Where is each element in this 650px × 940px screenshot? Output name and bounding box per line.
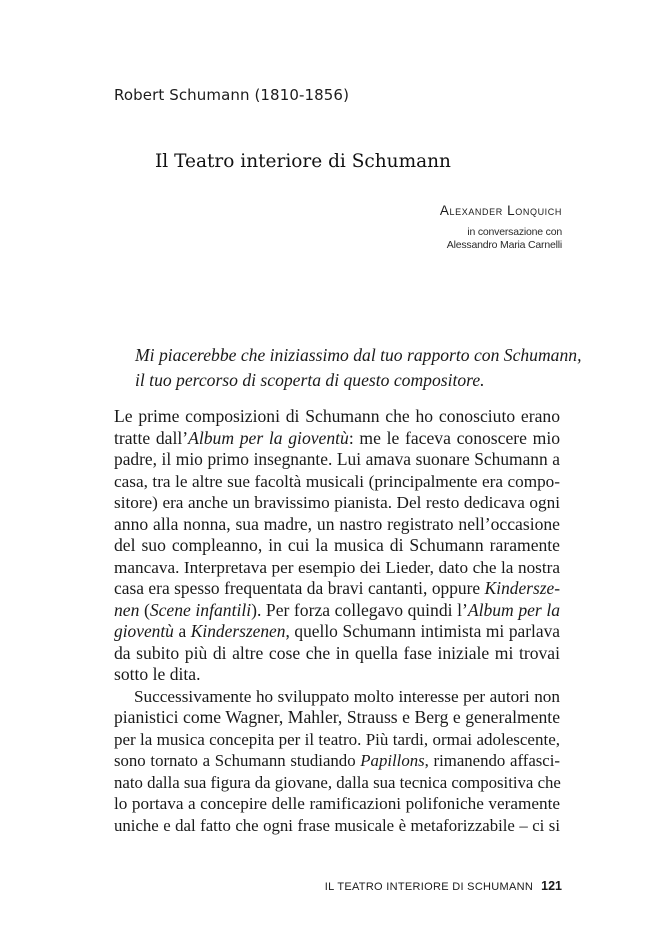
page-number: 121 (541, 879, 562, 893)
work-title: Papillons (360, 751, 425, 770)
text-line: da subito più di altre cose che in quella fase iniziale mi trovai (114, 642, 560, 663)
text-line: uniche e dal fatto che ogni frase musicale è metaforizzabile – ci si (114, 815, 560, 835)
text-line: Le prime composizioni di Schumann che ho conosciuto erano (114, 406, 560, 426)
text-run: sono tornato a Schumann studiando (114, 751, 361, 770)
work-title: Album per la (467, 599, 561, 620)
author-name: Alexander Lonquich (439, 203, 562, 218)
text-line: per la musica concepita per il teatro. Più tardi, ormai adolescente, (114, 729, 560, 749)
running-head: Robert Schumann (1810-1856) (114, 86, 350, 104)
text-line (114, 750, 560, 772)
text-line: Successivamente ho sviluppato molto interesse per autori non (134, 686, 560, 706)
interview-question (135, 343, 582, 392)
question-line-2: il tuo percorso di scoperta di questo compositore. (135, 369, 485, 390)
text-line: del suo compleanno, in cui la musica di Schumann raramente (114, 535, 560, 555)
text-run: a (173, 621, 191, 641)
text-line (114, 428, 560, 450)
text-run: casa era spesso frequentata da bravi cantanti, oppure (114, 578, 485, 598)
text-line: sitore) era anche un bravissimo pianista. Del resto dedicava ogni (114, 493, 560, 512)
chapter-title: Il Teatro interiore di Schumann (155, 151, 451, 172)
text-line: anno alla nonna, sua madre, un nastro registrato nell’occasione (114, 513, 560, 534)
text-run: ( (139, 599, 150, 620)
text-line: pianistici come Wagner, Mahler, Strauss e Berg e generalmente (114, 707, 560, 727)
page-footer (325, 879, 562, 893)
answer-text (114, 406, 560, 836)
text-run: , rimanendo affasci- (424, 751, 560, 770)
text-line: casa, tra le altre sue facoltà musicali (principalmente era compo- (114, 471, 560, 491)
text-line (114, 578, 560, 600)
text-run: tratte dall’ (114, 427, 189, 448)
conversation-line-2: Alessandro Maria Carnelli (446, 239, 562, 251)
work-title: gioventù (114, 621, 174, 641)
work-title: Album per la gioventù (188, 427, 349, 448)
work-title: nen (114, 599, 140, 620)
conversation-line-1: in conversazione con (467, 226, 562, 238)
text-run: ). Per forza collegavo quindi l’ (251, 599, 468, 620)
work-title: Kindersze- (484, 578, 560, 598)
work-title: Scene infantili (149, 599, 252, 620)
text-line: mancava. Interpretava per esempio dei Lieder, dato che la nostra (114, 557, 560, 577)
text-run: : me le faceva conoscere mio (348, 427, 561, 448)
text-line (114, 600, 560, 622)
text-line (114, 621, 560, 643)
text-line: lo portava a concepire delle ramificazioni polifoniche veramente (114, 794, 560, 813)
byline (440, 203, 562, 252)
text-line: nato dalla sua figura da giovane, dalla sua tecnica compositiva che (114, 772, 561, 792)
conversation-note (440, 226, 562, 252)
question-line-1: Mi piacerebbe che iniziassimo dal tuo rapporto con Schumann, (135, 345, 582, 365)
text-run: , quello Schumann intimista mi parlava (285, 621, 560, 641)
text-line: padre, il mio primo insegnante. Lui amava suonare Schumann a (114, 449, 560, 469)
text-line: sotto le dita. (114, 664, 201, 684)
work-title: Kinderszenen (190, 621, 286, 641)
footer-title: IL TEATRO INTERIORE DI SCHUMANN (324, 881, 534, 893)
